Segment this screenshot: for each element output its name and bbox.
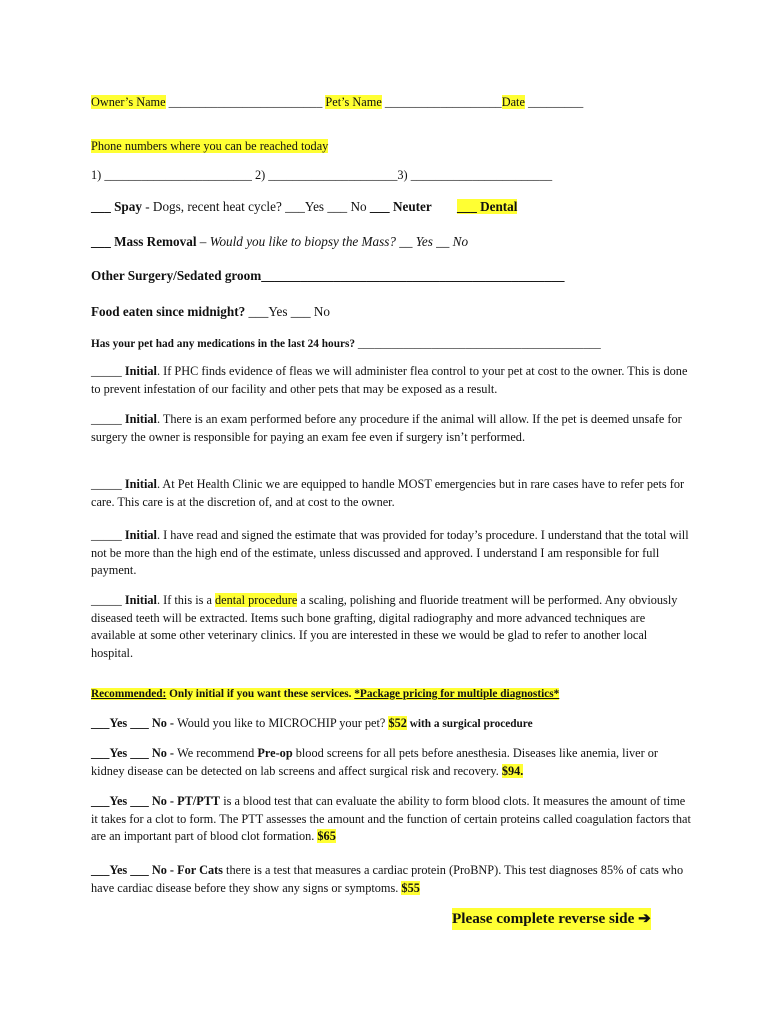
medications-field[interactable]: ___________________________________________: [355, 338, 601, 350]
dental-label: ___ Dental: [457, 199, 518, 214]
service-text: there is a test that measures a cardiac protein (ProBNP). This test diagnoses 85% of cats who have cardiac disease before they show any signs or symptoms.: [91, 863, 684, 895]
initial-blank[interactable]: _____: [91, 412, 125, 426]
service-yes[interactable]: ___Yes: [91, 716, 128, 730]
phone-fields[interactable]: 1) ________________________ 2) _____________________3) _______________________: [91, 168, 553, 182]
spay-question: - Dogs, recent heat cycle? ___Yes ___ No: [141, 199, 370, 214]
food-options[interactable]: ___Yes ___ No: [245, 304, 330, 319]
service-price: $52: [388, 716, 407, 730]
reverse-side-note: [452, 908, 651, 930]
reverse-side-text: Please complete reverse side: [452, 910, 639, 927]
spay-label: Spay: [114, 199, 142, 214]
mass-removal-line: [91, 232, 468, 251]
date-label: Date: [501, 95, 525, 109]
service-bold: PT/PTT: [177, 794, 221, 808]
initial-blank[interactable]: _____: [91, 528, 125, 542]
initial-dental: [91, 592, 691, 662]
spay-blank[interactable]: ___: [91, 199, 115, 214]
service-yes[interactable]: ___Yes: [91, 746, 128, 760]
service-no[interactable]: ___ No -: [127, 746, 178, 760]
package-pricing-note: *Package pricing for multiple diagnostics*: [354, 688, 560, 700]
service-extra: with a surgical procedure: [406, 718, 533, 730]
pet-name-field[interactable]: ___________________: [381, 95, 502, 109]
initial-exam: [91, 411, 691, 446]
service-text: We recommend: [177, 746, 258, 760]
initial-text: . I have read and signed the estimate that was provided for today’s procedure. I understand that the total will not be more than the high end of the estimate, unless discussed and approved. I understand I am responsible for full payment.: [91, 528, 689, 577]
initial-text: . There is an exam performed before any procedure if the animal will allow. If the pet is deemed unsafe for surgery the owner is responsible for paying an exam fee even if surgery isn’t performed.: [91, 412, 682, 444]
service-text: Would you like to MICROCHIP your pet?: [177, 716, 389, 730]
dental-procedure-highlight: dental procedure: [215, 593, 298, 607]
initial-label: Initial: [124, 528, 157, 542]
food-line: [91, 302, 330, 321]
service-text-rest: blood screens for all pets before anesthesia. Diseases like anemia, liver or kidney disease can be detected on lab screens and affect surgical risk and recovery.: [91, 746, 659, 778]
initial-blank[interactable]: _____: [91, 593, 125, 607]
service-no[interactable]: ___ No -: [127, 794, 178, 808]
initial-label: Initial: [124, 412, 157, 426]
other-surgery-label: Other Surgery/Sedated groom: [91, 268, 262, 283]
service-no[interactable]: ___ No -: [127, 863, 178, 877]
other-surgery-line: [91, 266, 565, 285]
initial-text-rest: a scaling, polishing and fluoride treatment will be performed. Any obviously diseased teeth will be extracted. Items such bone grafting, digital radiography and more advanced techniques are available at some other veterinary clinics. If you are interested in these we would be glad to refer to another local hospital.: [91, 593, 678, 660]
initial-label: Initial: [124, 477, 157, 491]
service-bold: For Cats: [177, 863, 223, 877]
phone-label: Phone numbers where you can be reached today: [91, 139, 329, 153]
service-yes[interactable]: ___Yes: [91, 863, 128, 877]
initial-text: . At Pet Health Clinic we are equipped to handle MOST emergencies but in rare cases have to refer pets for care. This care is at the discretion of, and at cost to the owner.: [91, 477, 685, 509]
service-price: $55: [401, 880, 420, 895]
service-ptptt: [91, 793, 691, 846]
initial-label: Initial: [124, 593, 157, 607]
service-cats: [91, 862, 691, 897]
owner-pet-date-line: [91, 94, 583, 112]
owner-name-field[interactable]: _________________________: [165, 95, 326, 109]
service-text: is a blood test that can evaluate the ability to form blood clots. It measures the amount of time it takes for a clot to form. The PTT assesses the amount and the function of certain proteins called coagulation factors that are an important part of blood clot formation.: [91, 794, 691, 843]
initial-estimate: [91, 527, 691, 580]
service-price: $94.: [501, 763, 524, 778]
mass-question: – Would you like to biopsy the Mass? __ Yes __ No: [196, 234, 469, 249]
initial-label: Initial: [124, 364, 157, 378]
mass-blank[interactable]: ___: [91, 234, 115, 249]
initial-text: . If this is a: [156, 593, 216, 607]
initial-emergencies: [91, 476, 691, 511]
service-preop: [91, 745, 691, 780]
phone-section: [91, 138, 328, 156]
owner-name-label: Owner’s Name: [91, 95, 166, 109]
service-bold: Pre-op: [257, 746, 293, 760]
service-yes[interactable]: ___Yes: [91, 794, 128, 808]
service-no[interactable]: ___ No -: [127, 716, 178, 730]
other-surgery-field[interactable]: ______________________________________________: [261, 268, 565, 283]
service-price: $65: [317, 829, 336, 843]
medications-label: Has your pet had any medications in the last 24 hours?: [91, 338, 356, 350]
initial-text: . If PHC finds evidence of fleas we will administer flea control to your pet at cost to the owner. This is done to prevent infestation of our facility and other pets that may be exposed as a result.: [91, 364, 688, 396]
recommended-label: Recommended:: [91, 688, 167, 700]
spay-neuter-dental-line: [91, 197, 432, 216]
dental-option[interactable]: [457, 197, 517, 216]
arrow-right-icon: ➔: [638, 910, 651, 927]
mass-label: Mass Removal: [114, 234, 197, 249]
initial-blank[interactable]: _____: [91, 364, 125, 378]
initial-blank[interactable]: _____: [91, 477, 125, 491]
recommended-block: [91, 688, 559, 700]
food-label: Food eaten since midnight?: [91, 304, 246, 319]
initial-fleas: [91, 363, 691, 398]
recommended-text: Only initial if you want these services.: [166, 688, 355, 700]
recommended-line: [91, 686, 559, 702]
service-microchip: [91, 715, 533, 733]
pet-name-label: Pet’s Name: [325, 95, 382, 109]
date-field[interactable]: _________: [524, 95, 584, 109]
neuter-option[interactable]: ___ Neuter: [369, 199, 432, 214]
medications-line: [91, 336, 601, 352]
